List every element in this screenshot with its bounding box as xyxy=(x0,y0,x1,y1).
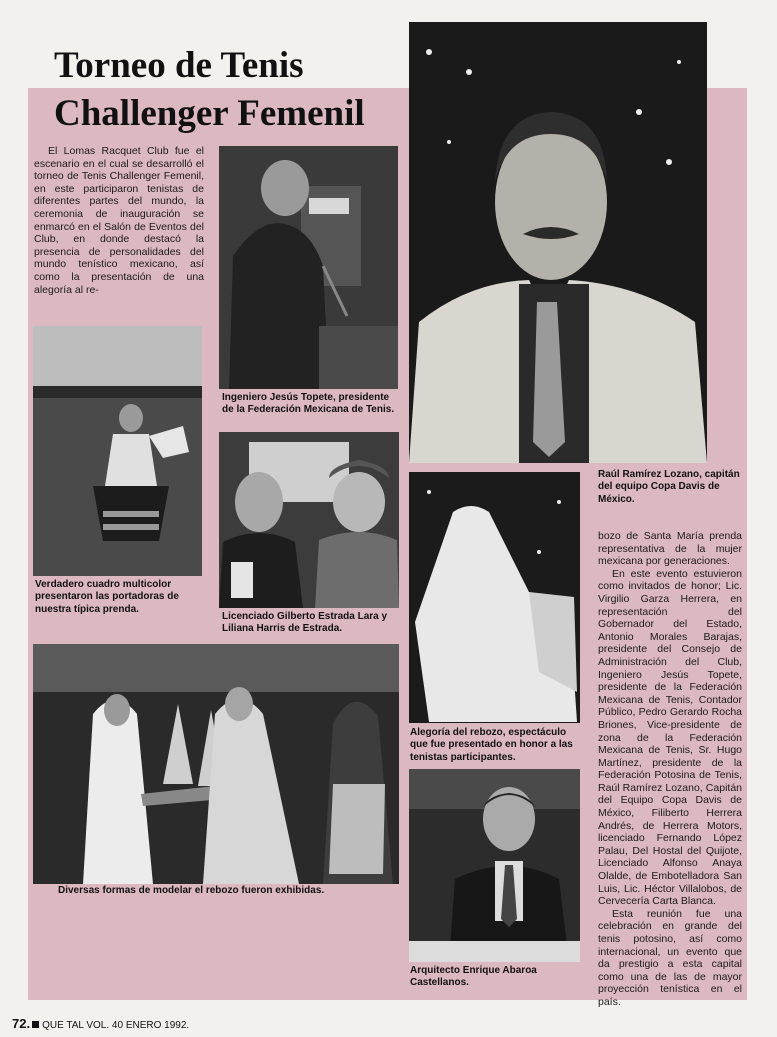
caption-abaroa: Arquitecto Enrique Abaroa Castellanos. xyxy=(410,965,537,989)
dancer-illustration xyxy=(33,326,202,576)
caption-rebozo: Alegoría del rebozo, espectáculo que fue presentado en honor a las tenistas participantes. xyxy=(410,727,573,763)
rebozo-illustration xyxy=(409,472,580,723)
photo-raul-ramirez xyxy=(409,22,707,463)
caption-topete: Ingeniero Jesús Topete, presidente de la Federación Mexicana de Tenis. xyxy=(222,392,395,416)
page-footer xyxy=(12,1016,189,1031)
caption-group: Diversas formas de modelar el rebozo fueron exhibidas. xyxy=(58,885,325,896)
intro-text-block xyxy=(34,145,204,296)
estrada-illustration xyxy=(219,432,399,608)
article-title-line1: Torneo de Tenis xyxy=(54,45,304,86)
topete-illustration xyxy=(219,146,398,389)
page-number: 72. xyxy=(12,1016,31,1031)
intro-paragraph: El Lomas Racquet Club fue el escenario en el cual se desarrolló el torneo de Tenis Challenger Femenil, en este participaron tenistas de diferentes partes del mundo, la ceremonia de inauguración se enmarcó en el Salón de Eventos del Club, en donde destacó la presencia de personalidades del mundo tenístico mexicano, así como la presentación de una alegoría al re- xyxy=(34,145,204,296)
continued-paragraph-2: En este evento estuvieron como invitados de honor; Lic. Virgilio Garza Herrera, en representación del Gobernador del Estado, Antonio Morales Barajas, presidente del Consejo de Administración del Club, Ingeniero Jesús Topete, presidente de la Federación Mexicana de Tenis, Contador Público, Pedro Gerardo Rocha Briones, Vice-presidente de zona de la Federación Mexicana de Tenis, Sr. Hugo Martínez, presidente de la Federación Potosina de Tenis, Raúl Ramírez Lozano, Capitán del Equipo Copa Davis de México, Filiberto Herrera Andrés, de Herrera Motors, licenciado Fernando López Palau, Del Hostal del Quijote, Licenciado Alfonso Anaya Olalde, de Embotelladora San Luis, Lic. Héctor Villalobos, de Cervecería Carta Blanca. xyxy=(598,567,742,908)
caption-ramirez: Raúl Ramírez Lozano, capitán del equipo Copa Davis de México. xyxy=(598,469,740,505)
continued-paragraph-3: Esta reunión fue una celebración en grande del tenis potosino, así como internacional, un evento que da prestigio a esta capital como una de las de mayor proyección tenística en el país. xyxy=(598,907,742,1008)
photo-estrada-couple xyxy=(219,432,399,608)
square-bullet-icon xyxy=(32,1021,39,1028)
photo-rebozo-allegory xyxy=(409,472,580,723)
continued-paragraph-1: bozo de Santa María prenda representativa de la mujer mexicana por generaciones. xyxy=(598,530,742,568)
continued-text-block xyxy=(598,530,742,1009)
photo-rebozo-group xyxy=(33,644,399,884)
photo-topete-podium xyxy=(219,146,398,389)
photo-abaroa xyxy=(409,769,580,962)
photo-dancer xyxy=(33,326,202,576)
group-illustration xyxy=(33,644,399,884)
publication-info: QUE TAL VOL. 40 ENERO 1992. xyxy=(42,1020,190,1031)
caption-dancer: Verdadero cuadro multicolor presentaron las portadoras de nuestra típica prenda. xyxy=(35,579,179,615)
abaroa-illustration xyxy=(409,769,580,962)
caption-estrada: Licenciado Gilberto Estrada Lara y Liliana Harris de Estrada. xyxy=(222,611,388,635)
article-title-line2: Challenger Femenil xyxy=(54,93,365,134)
ramirez-illustration xyxy=(409,22,707,463)
